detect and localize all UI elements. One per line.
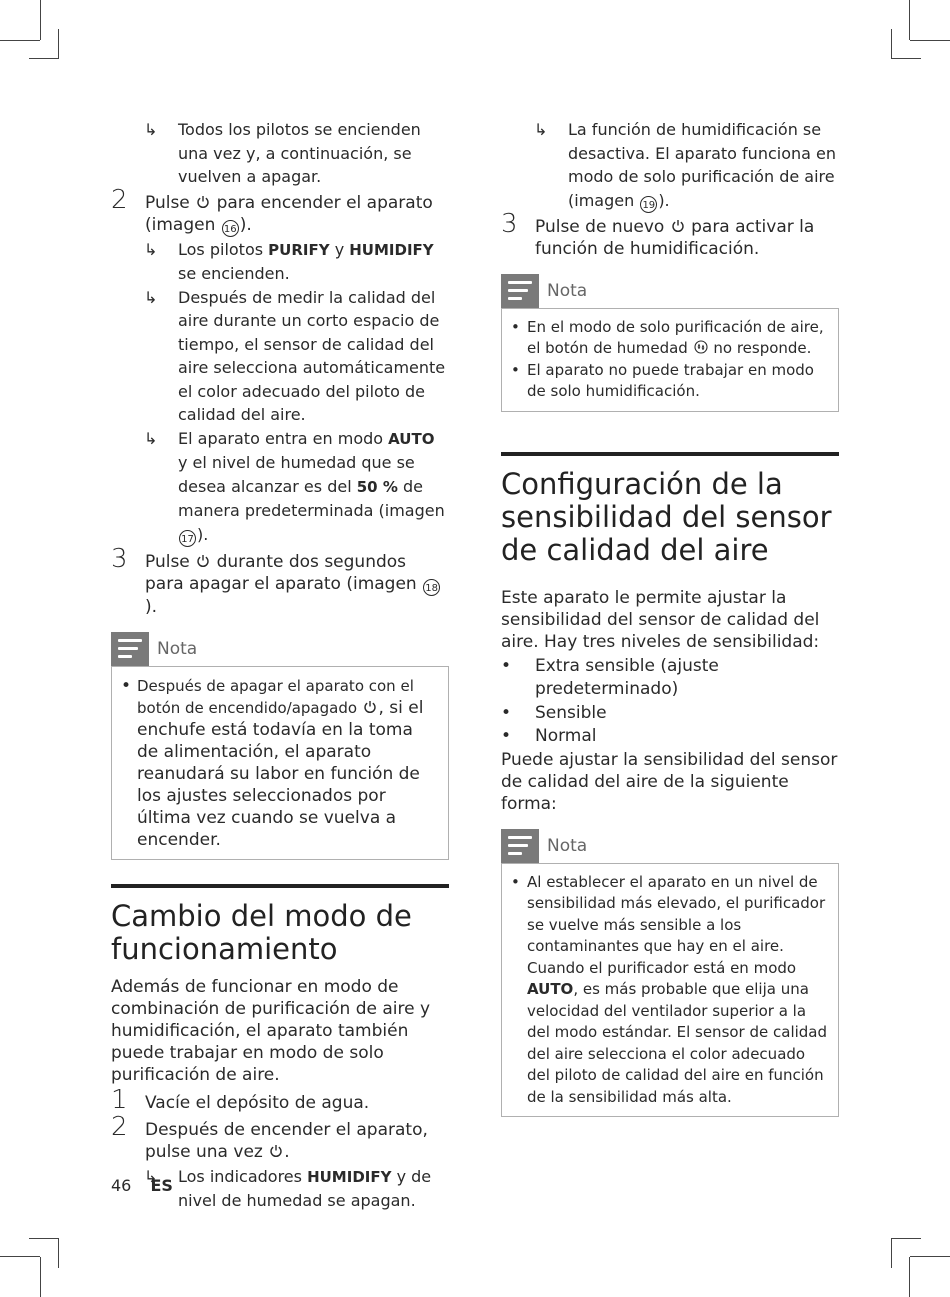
note-icon [111,632,149,666]
power-icon [196,195,210,209]
crop-mark [909,0,910,40]
sensitivity-level-item: • Sensible [501,702,839,726]
outro-paragraph: Puede ajustar la sensibilidad del sensor de calidad del aire de la siguiente forma: [501,749,838,814]
note-header: Nota [111,632,449,666]
note-box [501,308,839,412]
section-rule [111,884,449,888]
section-rule [501,452,839,456]
crop-mark [58,1238,59,1268]
figure-number-badge: 17 [179,530,196,547]
power-icon [671,219,685,233]
step-3: 3 Pulse durante dos segundos para apagar el aparato (imagen 18). [111,551,449,618]
note-icon [501,274,539,308]
page-footer [111,1176,173,1195]
right-column [501,118,839,1117]
note-item: • Al establecer el aparato en un nivel de sensibilidad más elevado, el purificador se vuelve más sensible a los contaminantes que hay en el aire. Cuando el purificador está en modo AUTO, es más probable que elija una velocidad del ventilador superior a la del modo estándar. El sensor de calidad del aire selecciona el color adecuado del piloto de calidad del aire en función de la sensibilidad más alta. [527,872,828,1109]
note-block [501,274,839,412]
result-item: ↳ El aparato entra en modo AUTO y el nivel de humedad que se desea alcanzar es del 50 % de manera predeterminada (imagen 17 ). [144,428,445,545]
crop-mark [891,29,892,59]
result-arrow-icon: ↳ [534,120,548,139]
section-heading: Configuración de la sensibilidad del sensor de calidad del aire [501,466,832,567]
crop-mark [40,1257,41,1297]
result-item: ↳ Los pilotos PURIFY y HUMIDIFY se encienden. [144,239,434,283]
crop-mark [909,1257,910,1297]
step-2: 2 Después de encender el aparato, pulse una vez . [111,1111,428,1162]
crop-mark [891,58,921,59]
intro-paragraph: Este aparato le permite ajustar la sensibilidad del sensor de calidad del aire. Hay tres niveles de sensibilidad: [501,587,820,652]
note-header: Nota [501,274,839,308]
crop-mark [910,40,950,41]
figure-number-badge: 19 [640,196,657,213]
crop-mark [0,40,40,41]
note-block [501,829,839,1118]
power-icon [196,554,210,568]
result-item: ↳ Todos los pilotos se encienden una vez y, a continuación, se vuelven a apagar. [144,120,421,186]
result-arrow-icon: ↳ [144,120,158,139]
left-column [111,118,449,1213]
note-header: Nota [501,829,839,863]
sensitivity-level-item: • Extra sensible (ajuste predeterminado) [501,655,839,702]
crop-mark [891,1238,892,1268]
figure-number-badge: 16 [222,220,239,237]
crop-mark [891,1238,921,1239]
result-item: ↳ Después de medir la calidad del aire durante un corto espacio de tiempo, el sensor de calidad del aire selecciona automáticamente el color adecuado del piloto de calidad del aire. [144,287,446,424]
crop-mark [910,1256,950,1257]
note-icon [501,829,539,863]
step-2: 2 Pulse para encender el aparato (imagen 16 ). [111,184,433,235]
crop-mark [29,1238,59,1239]
page-number: 46 [111,1176,132,1195]
figure-number-badge: 18 [423,579,440,596]
crop-mark [40,0,41,40]
note-box [111,666,449,860]
note-item: • El aparato no puede trabajar en modo de solo humidificación. [527,360,828,403]
result-arrow-icon: ↳ [144,287,158,307]
section-heading: Cambio del modo de funcionamiento [111,898,412,966]
step-1: 1 Vacíe el depósito de agua. [111,1084,370,1115]
result-arrow-icon: ↳ [144,239,158,259]
crop-mark [0,1256,40,1257]
result-item: ↳ La función de humidificación se desactiva. El aparato funciona en modo de solo purificación de aire (imagen 19 ). [534,120,836,211]
crop-mark [29,58,59,59]
power-icon [269,1144,283,1158]
note-block [111,632,449,860]
intro-paragraph: Además de funcionar en modo de combinación de purificación de aire y humidificación, el aparato también puede trabajar en modo de solo purificación de aire. [111,976,431,1085]
sensitivity-level-item: • Normal [501,725,839,749]
crop-mark [58,29,59,59]
step-3: 3 Pulse de nuevo para activar la función de humidificación. [501,208,815,259]
humidity-button-icon [694,340,708,354]
result-arrow-icon: ↳ [144,428,158,448]
language-code: ES [150,1176,173,1195]
note-box [501,863,839,1118]
result-item: ↳ Los indicadores HUMIDIFY y de nivel de humedad se apagan. [144,1166,432,1210]
note-item: • En el modo de solo purificación de aire, el botón de humedad no responde. [527,317,828,360]
power-icon [363,700,377,714]
result-arrow-icon: ↳ [144,1166,158,1186]
note-item: • Después de apagar el aparato con el botón de encendido/apagado , si el enchufe está todavía en la toma de alimentación, el aparato reanudará su labor en función de los ajustes seleccionados por última vez cuando se vuelva a encender. [137,675,438,851]
